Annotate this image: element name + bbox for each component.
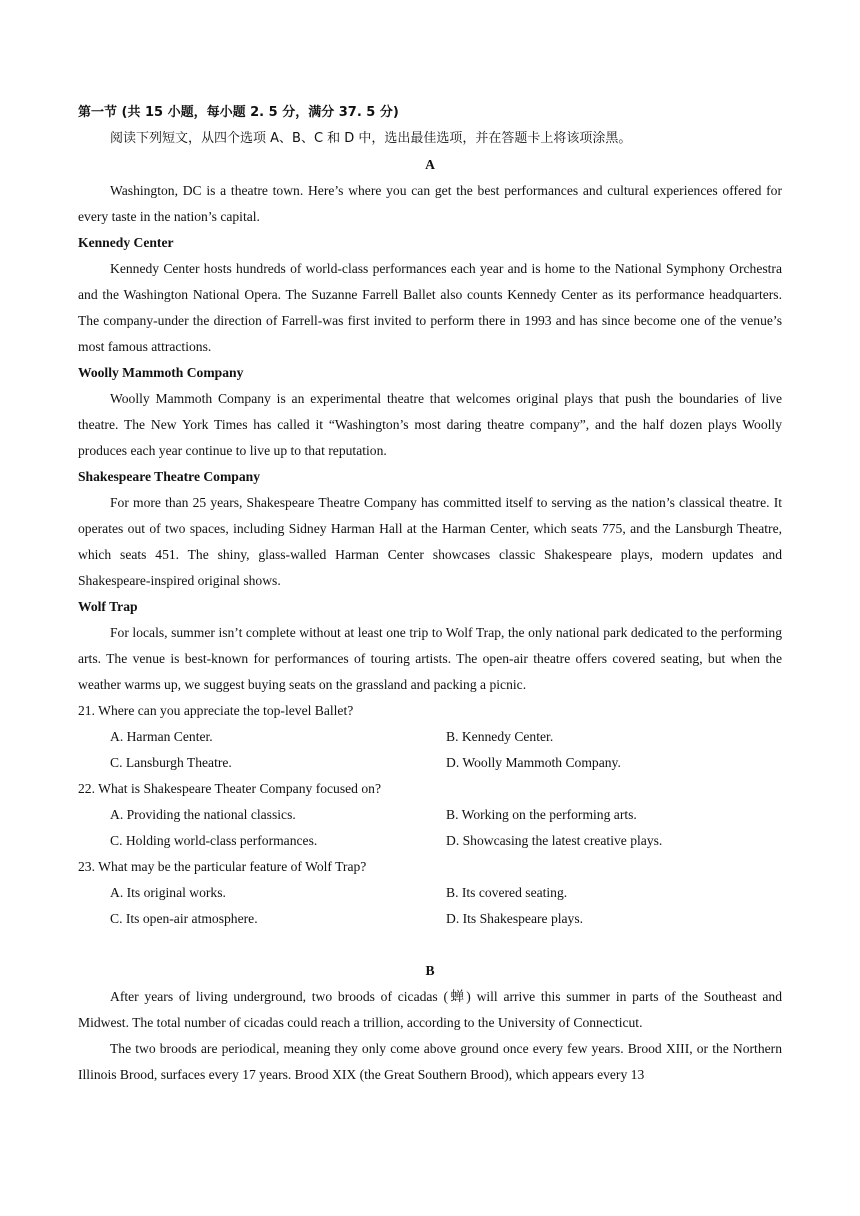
option: B. Kennedy Center. — [446, 729, 554, 744]
option: C. Lansburgh Theatre. — [110, 755, 232, 770]
passage-a-label: A — [425, 157, 435, 172]
option: B. Its covered seating. — [446, 885, 568, 900]
passage-b-paragraph: After years of living underground, two broods of cicadas (蝉) will arrive this summer in parts of the Southeast and Midwest. The total number of cicadas could reach a trillion, according to the University of Connecticut. — [78, 989, 782, 1030]
option: D. Its Shakespeare plays. — [446, 911, 584, 926]
question-23-options — [78, 906, 782, 932]
venue-text-kennedy: Kennedy Center hosts hundreds of world-class performances each year and is home to the National Symphony Orchestra and the Washington National Opera. The Suzanne Farrell Ballet also counts Kennedy Center as its performance headquarters. The company-under the direction of Farrell-was first invited to perform there in 1993 and has since become one of the venue’s most famous attractions. — [78, 261, 782, 354]
spacer — [78, 932, 782, 958]
option: B. Working on the performing arts. — [446, 807, 637, 822]
venue-heading-wolf-trap: Wolf Trap — [78, 599, 138, 614]
option: A. Its original works. — [110, 885, 226, 900]
question-23-options — [78, 880, 782, 906]
option: A. Harman Center. — [110, 729, 213, 744]
passage-b-paragraph: The two broods are periodical, meaning they only come above ground once every few years. Brood XIII, or the Northern Illinois Brood, surfaces every 17 years. Brood XIX (the Great Southern Brood), which appears every 13 — [78, 1041, 782, 1082]
passage-b-label: B — [425, 963, 435, 978]
question-21-options — [78, 750, 782, 776]
venue-text-wolf-trap: For locals, summer isn’t complete without at least one trip to Wolf Trap, the only national park dedicated to the performing arts. The venue is best-known for performances of touring artists. The open-air theatre offers covered seating, but when the weather warms up, we suggest buying seats on the grassland and packing a picnic. — [78, 625, 782, 692]
venue-text-woolly: Woolly Mammoth Company is an experimental theatre that welcomes original plays that push the boundaries of live theatre. The New York Times has called it “Washington’s most daring theatre company”, and the half dozen plays Woolly produces each year continue to live up to that reputation. — [78, 391, 782, 458]
passage-a-intro: Washington, DC is a theatre town. Here’s where you can get the best performances and cultural experiences offered for every taste in the nation’s capital. — [78, 183, 782, 224]
exam-page — [78, 100, 782, 1088]
question-22: 22. What is Shakespeare Theater Company focused on? — [78, 781, 381, 796]
venue-heading-woolly: Woolly Mammoth Company — [78, 365, 244, 380]
option: C. Holding world-class performances. — [110, 833, 318, 848]
option: D. Woolly Mammoth Company. — [446, 755, 621, 770]
section-header: 第一节 (共 15 小题，每小题 2. 5 分，满分 37. 5 分) — [78, 105, 399, 120]
instruction: 阅读下列短文，从四个选项 A、B、C 和 D 中，选出最佳选项，并在答题卡上将该项涂黑。 — [110, 131, 632, 146]
question-23: 23. What may be the particular feature of Wolf Trap? — [78, 859, 367, 874]
question-22-options — [78, 802, 782, 828]
option: D. Showcasing the latest creative plays. — [446, 833, 663, 848]
option: C. Its open-air atmosphere. — [110, 911, 258, 926]
venue-heading-kennedy: Kennedy Center — [78, 235, 174, 250]
venue-heading-shakespeare: Shakespeare Theatre Company — [78, 469, 261, 484]
question-22-options — [78, 828, 782, 854]
option: A. Providing the national classics. — [110, 807, 296, 822]
venue-text-shakespeare: For more than 25 years, Shakespeare Theatre Company has committed itself to serving as the nation’s classical theatre. It operates out of two spaces, including Sidney Harman Hall at the Harman Center, which seats 775, and the Lansburgh Theatre, which seats 451. The shiny, glass-walled Harman Center showcases classic Shakespeare plays, modern updates and Shakespeare-inspired original shows. — [78, 495, 782, 588]
question-21: 21. Where can you appreciate the top-level Ballet? — [78, 703, 354, 718]
question-21-options — [78, 724, 782, 750]
